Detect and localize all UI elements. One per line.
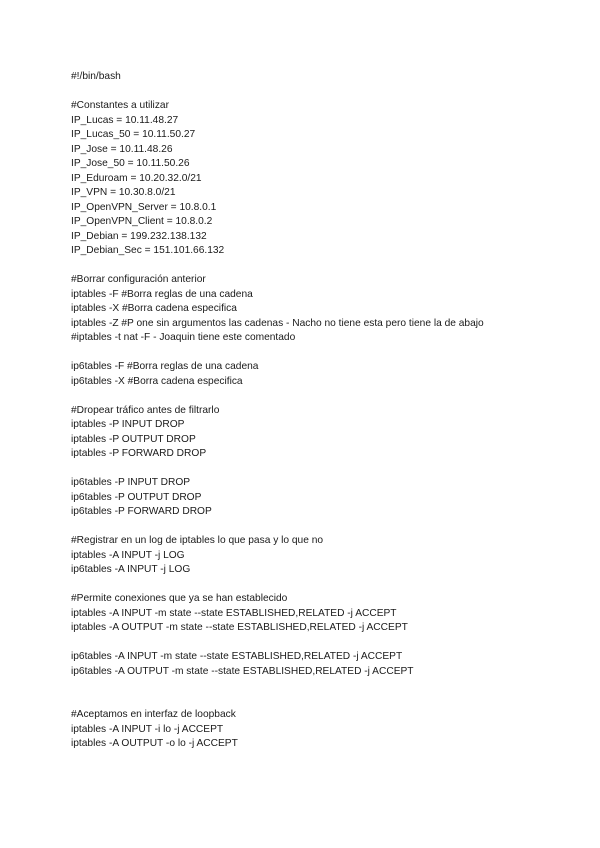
blank-line	[71, 346, 591, 361]
blank-line	[71, 578, 591, 593]
constant-line: IP_OpenVPN_Client = 10.8.0.2	[71, 216, 213, 227]
command-line: iptables -A INPUT -m state --state ESTABLISHED,RELATED -j ACCEPT	[71, 607, 397, 619]
constant-line: IP_Eduroam = 10.20.32.0/21	[71, 172, 202, 184]
comment-line: #Registrar en un log de iptables lo que pasa y lo que no	[71, 535, 324, 546]
comment-line: #Constantes a utilizar	[71, 100, 169, 111]
command-line: iptables -P OUTPUT DROP	[71, 433, 196, 445]
command-line: ip6tables -A OUTPUT -m state --state ESTABLISHED,RELATED -j ACCEPT	[71, 665, 414, 677]
command-line: ip6tables -P OUTPUT DROP	[71, 491, 202, 503]
blank-line	[71, 636, 591, 651]
constant-line: IP_Debian = 199.232.138.132	[71, 230, 207, 242]
blank-line	[71, 694, 591, 709]
comment-line: #iptables -t nat -F - Joaquin tiene este comentado	[71, 332, 296, 343]
command-line: iptables -F #Borra reglas de una cadena	[71, 288, 253, 300]
constant-line: IP_OpenVPN_Server = 10.8.0.1	[71, 201, 217, 213]
comment-line: #Permite conexiones que ya se han establecido	[71, 593, 288, 604]
command-line: iptables -A OUTPUT -m state --state ESTABLISHED,RELATED -j ACCEPT	[71, 622, 408, 633]
command-line: ip6tables -P FORWARD DROP	[71, 506, 212, 517]
constant-line: IP_Lucas = 10.11.48.27	[71, 114, 179, 126]
command-line: ip6tables -A INPUT -j LOG	[71, 564, 191, 575]
constant-line: IP_VPN = 10.30.8.0/21	[71, 187, 176, 198]
blank-line	[71, 520, 591, 535]
shebang-line: #!/bin/bash	[71, 71, 121, 82]
command-line: iptables -X #Borra cadena especifica	[71, 303, 237, 314]
constant-line: IP_Jose = 10.11.48.26	[71, 143, 173, 155]
command-line: iptables -A INPUT -j LOG	[71, 549, 185, 561]
command-line: iptables -P INPUT DROP	[71, 419, 185, 430]
command-line: ip6tables -X #Borra cadena especifica	[71, 375, 243, 387]
comment-line: #Aceptamos en interfaz de loopback	[71, 709, 236, 720]
script-text	[71, 70, 591, 752]
blank-line	[71, 679, 591, 694]
command-line: iptables -A OUTPUT -o lo -j ACCEPT	[71, 738, 238, 749]
command-line: iptables -P FORWARD DROP	[71, 448, 207, 459]
constant-line: IP_Lucas_50 = 10.11.50.27	[71, 129, 196, 140]
comment-line: #Dropear tráfico antes de filtrarlo	[71, 404, 220, 416]
blank-line	[71, 259, 591, 274]
command-line: iptables -A INPUT -i lo -j ACCEPT	[71, 723, 224, 735]
blank-line	[71, 462, 591, 477]
command-line: ip6tables -F #Borra reglas de una cadena	[71, 361, 259, 372]
command-line: ip6tables -A INPUT -m state --state ESTABLISHED,RELATED -j ACCEPT	[71, 651, 403, 662]
constant-line: IP_Jose_50 = 10.11.50.26	[71, 158, 190, 169]
constant-line: IP_Debian_Sec = 151.101.66.132	[71, 245, 225, 256]
command-line: ip6tables -P INPUT DROP	[71, 477, 191, 488]
blank-line	[71, 389, 591, 404]
blank-line	[71, 85, 591, 100]
command-line: iptables -Z #P one sin argumentos las cadenas - Nacho no tiene esta pero tiene la de abajo	[71, 317, 484, 329]
comment-line: #Borrar configuración anterior	[71, 274, 206, 285]
